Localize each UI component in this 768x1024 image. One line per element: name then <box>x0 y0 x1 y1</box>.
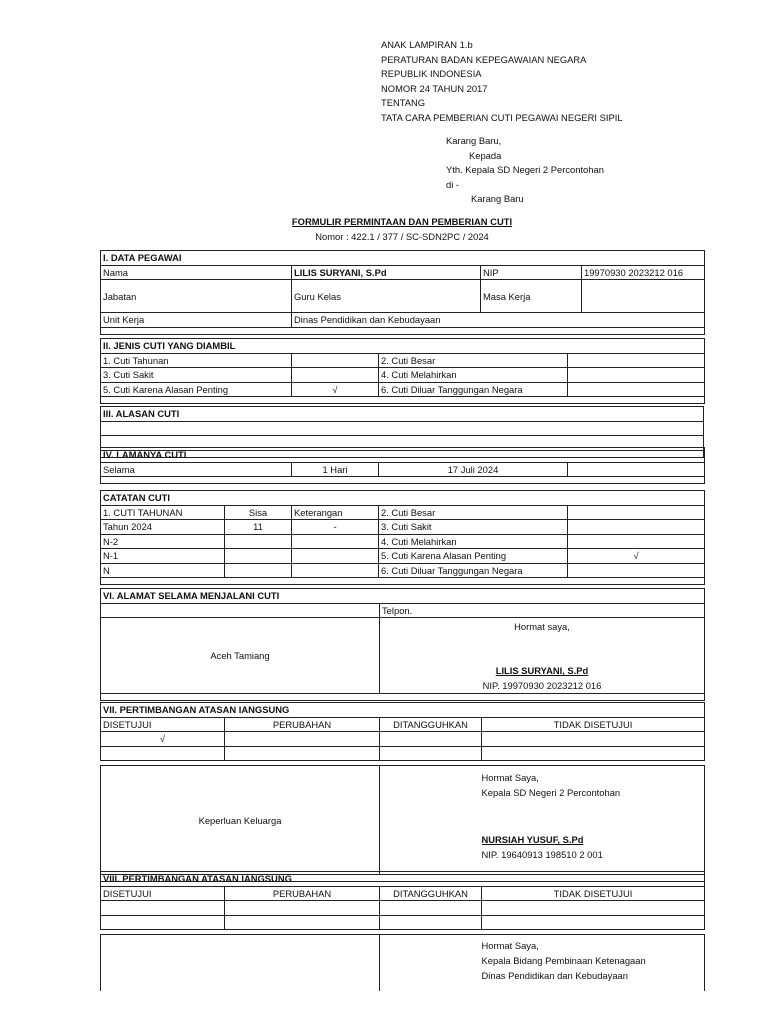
leave-check-cell <box>568 353 705 368</box>
empty-cell <box>225 901 380 916</box>
signer-name: LILIS SURYANI, S.Pd <box>495 665 589 676</box>
empty-cell <box>380 901 482 916</box>
nip-label: NIP <box>481 265 582 280</box>
empty-cell <box>482 732 705 747</box>
reason-value: Keperluan Keluarga <box>101 766 380 875</box>
sisa-value: 11 <box>225 520 292 535</box>
leave-check-cell <box>568 382 705 397</box>
sisa-header: Sisa <box>225 505 292 520</box>
recipient-city: Karang Baru <box>471 193 524 204</box>
header-line: TATA CARA PEMBERIAN CUTI PEGAWAI NEGERI SIPIL <box>381 111 623 123</box>
section-data-pegawai <box>100 250 705 335</box>
spacer-row <box>101 477 705 484</box>
ditangguhkan-header: DITANGGUHKAN <box>380 886 482 901</box>
nama-label: Nama <box>101 265 292 280</box>
section-alamat <box>100 588 705 701</box>
form-number: Nomor : 422.1 / 377 / SC-SDN2PC / 2024 <box>315 231 489 242</box>
section-title: III. ALASAN CUTI <box>101 407 704 422</box>
leave-check-cell <box>568 563 705 578</box>
perubahan-header: PERUBAHAN <box>225 717 380 732</box>
year-cell: N-2 <box>101 534 225 549</box>
empty-cell <box>225 732 380 747</box>
signer-nip: NIP. 19640913 198510 2 001 <box>481 849 603 860</box>
section-catatan-cuti <box>100 490 705 585</box>
tidak-disetujui-header: TIDAK DISETUJUI <box>482 717 705 732</box>
keterangan-value <box>292 563 379 578</box>
selama-label: Selama <box>101 462 292 477</box>
signer-name: NURSIAH YUSUF, S.Pd <box>481 834 584 845</box>
closing-text: Hormat Saya, <box>481 772 539 783</box>
applicant-signature-block <box>380 618 705 694</box>
sisa-value <box>225 534 292 549</box>
check-mark: √ <box>292 382 379 397</box>
section-title: I. DATA PEGAWAI <box>101 251 705 266</box>
leave-check-cell <box>292 353 379 368</box>
jabatan-label: Jabatan <box>101 280 292 313</box>
masa-kerja-label: Masa Kerja <box>481 280 582 313</box>
empty-cell <box>101 603 380 618</box>
empty-cell <box>101 915 225 930</box>
empty-cell <box>482 915 705 930</box>
leave-type: 3. Cuti Sakit <box>379 520 568 535</box>
leave-type: 4. Cuti Melahirkan <box>379 534 568 549</box>
kepada-label: Kepada <box>469 150 502 161</box>
place-date: Karang Baru, <box>446 135 502 146</box>
empty-cell <box>225 746 380 761</box>
empty-cell <box>568 462 705 477</box>
nama-value: LILIS SURYANI, S.Pd <box>292 265 481 280</box>
leave-type: 5. Cuti Karena Alasan Penting <box>379 549 568 564</box>
leave-type: 6. Cuti Diluar Tanggungan Negara <box>379 563 568 578</box>
section-lamanya-cuti <box>100 447 705 484</box>
leave-type: 2. Cuti Besar <box>379 505 568 520</box>
year-cell: N <box>101 563 225 578</box>
header-line: TENTANG <box>381 97 426 108</box>
closing-text: Hormat saya, <box>514 621 570 632</box>
empty-cell <box>380 732 482 747</box>
closing-text: Hormat Saya, <box>481 940 539 951</box>
empty-cell <box>101 901 225 916</box>
empty-cell <box>482 901 705 916</box>
di-label: di - <box>446 179 460 190</box>
leave-type: 1. Cuti Tahunan <box>101 353 292 368</box>
leave-check-cell <box>568 368 705 383</box>
check-mark: √ <box>568 549 705 564</box>
spacer-row <box>101 327 705 334</box>
ditangguhkan-header: DITANGGUHKAN <box>380 717 482 732</box>
unit-kerja-value: Dinas Pendidikan dan Kebudayaan <box>292 313 705 328</box>
leave-check-cell <box>568 520 705 535</box>
empty-cell <box>380 746 482 761</box>
spacer-row <box>101 397 705 404</box>
empty-cell <box>482 746 705 761</box>
empty-cell <box>380 766 482 875</box>
empty-cell <box>101 746 225 761</box>
tidak-disetujui-header: TIDAK DISETUJUI <box>482 886 705 901</box>
sisa-value <box>225 549 292 564</box>
empty-cell <box>225 915 380 930</box>
leave-type: 5. Cuti Karena Alasan Penting <box>101 382 292 397</box>
leave-check-cell <box>568 534 705 549</box>
sisa-value <box>225 563 292 578</box>
keterangan-value: - <box>292 520 379 535</box>
signer-position: Kepala Bidang Pembinaan Ketenagaan <box>481 955 646 966</box>
spacer-row <box>101 578 705 585</box>
leave-type: 4. Cuti Melahirkan <box>379 368 568 383</box>
section-title: VII. PERTIMBANGAN ATASAN IANGSUNG <box>101 703 705 718</box>
perubahan-header: PERUBAHAN <box>225 886 380 901</box>
header-line: REPUBLIK INDONESIA <box>381 68 482 79</box>
section-jenis-cuti <box>100 338 705 404</box>
empty-cell <box>380 915 482 930</box>
section-title: CATATAN CUTI <box>101 491 705 506</box>
nip-value: 19970930 2023212 016 <box>582 265 705 280</box>
empty-cell <box>101 935 380 992</box>
check-mark: √ <box>101 732 225 747</box>
official-signature-block <box>482 935 705 992</box>
year-cell: Tahun 2024 <box>101 520 225 535</box>
keterangan-value <box>292 549 379 564</box>
signer-office: Dinas Pendidikan dan Kebudayaan <box>481 970 628 981</box>
leave-type: 3. Cuti Sakit <box>101 368 292 383</box>
keterangan-value <box>292 534 379 549</box>
empty-cell <box>380 935 482 992</box>
regulation-header <box>381 38 623 125</box>
year-cell: N-1 <box>101 549 225 564</box>
form-title: FORMULIR PERMINTAAN DAN PEMBERIAN CUTI <box>291 216 513 227</box>
spacer-row <box>101 694 705 701</box>
section-title: VI. ALAMAT SELAMA MENJALANI CUTI <box>101 589 705 604</box>
leave-type: 6. Cuti Diluar Tanggungan Negara <box>379 382 568 397</box>
leave-check-cell <box>292 368 379 383</box>
section-title: VIII. PERTIMBANGAN ATASAN IANGSUNG <box>101 872 705 887</box>
signer-position: Kepala SD Negeri 2 Percontohan <box>481 787 621 798</box>
disetujui-header: DISETUJUI <box>101 886 225 901</box>
duration-value: 1 Hari <box>292 462 379 477</box>
section-title: IV. LAMANYA CUTI <box>101 448 705 463</box>
annual-leave-header: 1. CUTI TAHUNAN <box>101 505 225 520</box>
keterangan-header: Keterangan <box>292 505 379 520</box>
header-line: PERATURAN BADAN KEPEGAWAIAN NEGARA <box>381 53 587 65</box>
leave-type: 2. Cuti Besar <box>379 353 568 368</box>
disetujui-header: DISETUJUI <box>101 717 225 732</box>
header-line: ANAK LAMPIRAN 1.b <box>381 39 473 50</box>
section-pertimbangan-atasan <box>100 702 705 882</box>
leave-date: 17 Juli 2024 <box>379 462 568 477</box>
address-value: Aceh Tamiang <box>101 618 380 694</box>
section-pertimbangan-pejabat <box>100 871 705 991</box>
telpon-label: Telpon. <box>380 603 705 618</box>
leave-check-cell <box>568 505 705 520</box>
signer-nip: NIP. 19970930 2023212 016 <box>482 680 602 691</box>
section-title: II. JENIS CUTI YANG DIAMBIL <box>101 339 705 354</box>
recipient-line: Yth. Kepala SD Negeri 2 Percontohan <box>446 164 604 175</box>
header-line: NOMOR 24 TAHUN 2017 <box>381 82 488 94</box>
supervisor-signature-block <box>482 766 705 875</box>
masa-kerja-value <box>582 280 705 313</box>
reason-row <box>101 421 704 436</box>
unit-kerja-label: Unit Kerja <box>101 313 292 328</box>
jabatan-value: Guru Kelas <box>292 280 481 313</box>
